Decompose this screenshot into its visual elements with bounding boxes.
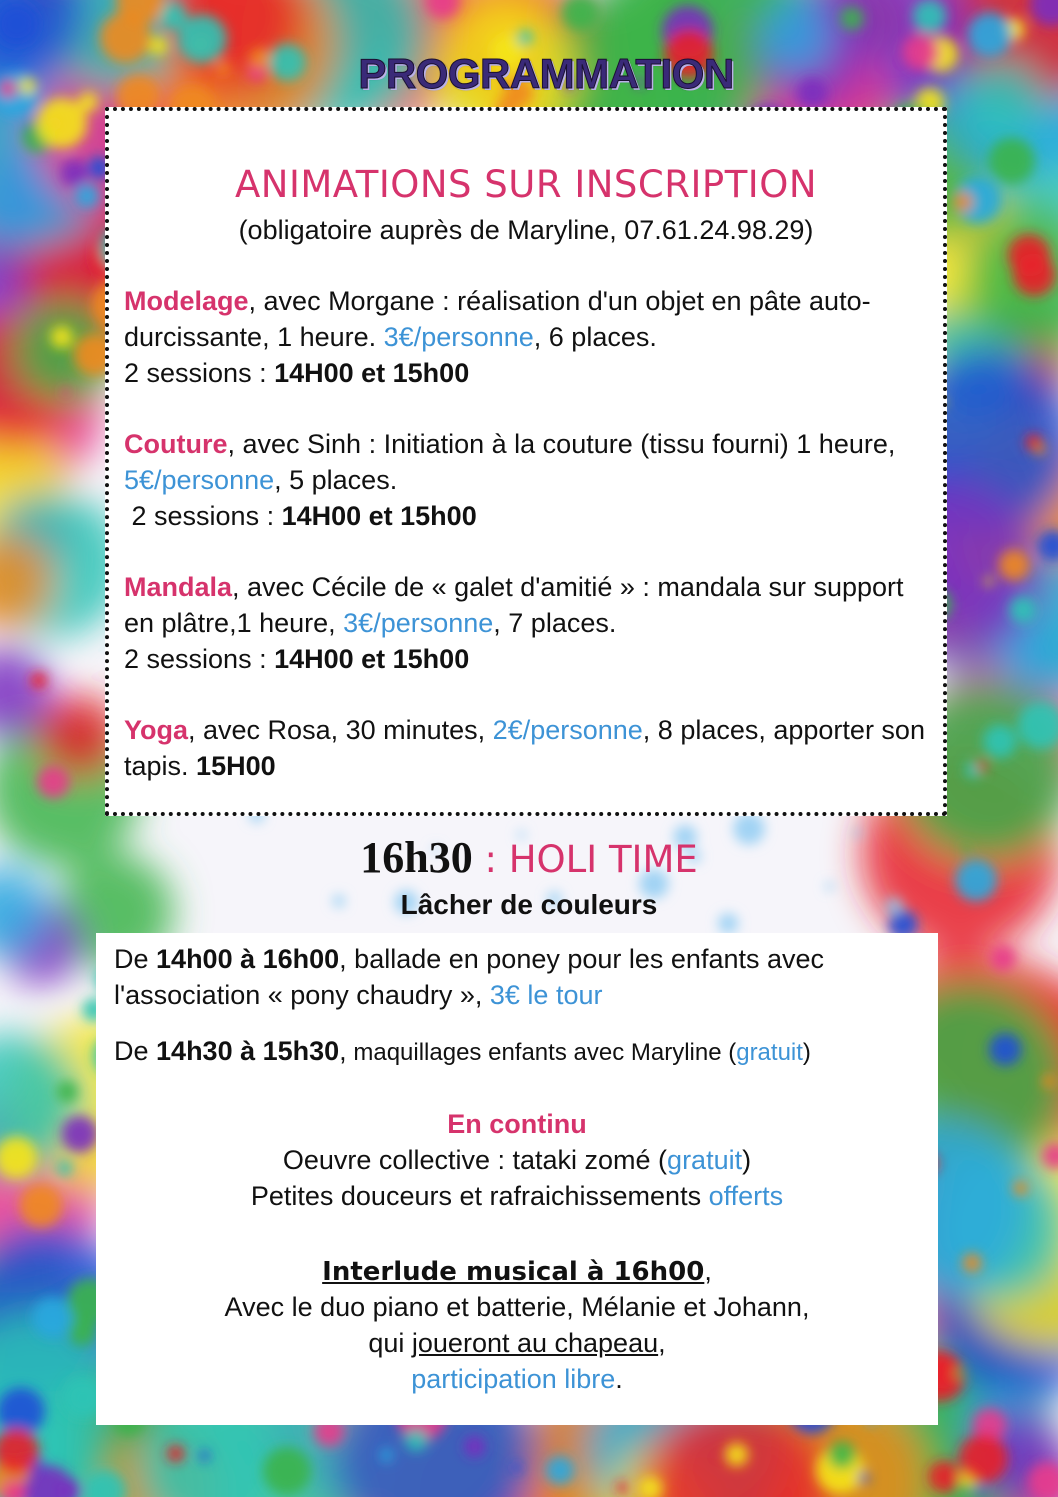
- holi-subtitle: Lâcher de couleurs: [400, 889, 658, 920]
- douceurs-line: [96, 1178, 938, 1214]
- yoga-text: , avec Rosa, 30 minutes,: [188, 715, 493, 745]
- paint-splash: [405, 1429, 428, 1452]
- mandala-paragraph: [124, 569, 939, 677]
- paint-splash: [167, 1445, 185, 1463]
- poney-prefix: De: [114, 944, 157, 974]
- paint-splash: [959, 1434, 1008, 1483]
- mandala-text: , avec Cécile de « galet d'amitié » : mandala sur support en plâtre,1 heure,: [124, 572, 904, 638]
- paint-splash: [1009, 596, 1036, 623]
- paint-splash: [985, 577, 993, 585]
- paint-splash: [464, 1436, 486, 1458]
- oeuvre-line: [96, 1142, 938, 1178]
- inscription-heading: ANIMATIONS SUR INSCRIPTION: [234, 163, 818, 206]
- paint-splash: [976, 760, 987, 771]
- paint-splash: [75, 184, 100, 209]
- maquillage-prefix: De: [114, 1036, 157, 1066]
- paint-splash: [30, 672, 47, 689]
- mandala-sessions-label: 2 sessions :: [124, 644, 275, 674]
- paint-splash: [512, 1462, 523, 1473]
- interlude-line1: Avec le duo piano et batterie, Mélanie et Johann,: [224, 1292, 810, 1322]
- yoga-price: 2€/personne: [492, 715, 643, 745]
- paint-splash: [37, 98, 88, 149]
- paint-splash: [517, 30, 533, 46]
- inscription-box: [105, 107, 947, 816]
- interlude-line2: [96, 1325, 938, 1361]
- interlude-heading: Interlude musical à 16h00: [322, 1257, 705, 1287]
- paint-splash: [616, 1482, 628, 1494]
- maquillage-free: gratuit: [736, 1039, 803, 1066]
- holi-time-heading: [0, 832, 1058, 883]
- maquillage-time: 14h30 à 15h30: [156, 1036, 340, 1066]
- maquillage-close: ): [802, 1039, 811, 1066]
- participation-libre: participation libre: [411, 1364, 616, 1394]
- douceurs-free: offerts: [708, 1181, 784, 1211]
- paint-splash: [976, 1486, 985, 1495]
- maquillage-comma: ,: [339, 1036, 347, 1066]
- paint-splash: [1042, 1075, 1055, 1088]
- participation-line: [96, 1361, 938, 1397]
- poney-price: 3€ le tour: [489, 980, 603, 1010]
- oeuvre-text: Oeuvre collective : tataki zomé (: [282, 1145, 668, 1175]
- paint-splash: [928, 1461, 960, 1493]
- couture-text: , avec Sinh : Initiation à la couture (tissu fourni) 1 heure,: [227, 429, 896, 459]
- page-title: PROGRAMMATION: [358, 50, 734, 97]
- paint-splash: [263, 1447, 311, 1495]
- mandala-price: 3€/personne: [343, 608, 494, 638]
- mandala-sessions: 14H00 et 15h00: [274, 644, 470, 674]
- couture-sessions: 14H00 et 15h00: [281, 501, 477, 531]
- interlude-heading-line: [96, 1253, 938, 1290]
- maquillage-text: maquillages enfants avec Maryline (: [346, 1039, 737, 1066]
- holi-time: 16h30: [360, 833, 473, 882]
- paint-splash: [913, 0, 947, 33]
- maquillage-paragraph: [114, 1033, 934, 1071]
- mandala-places: , 7 places.: [493, 608, 617, 638]
- paint-splash: [858, 1472, 869, 1483]
- yoga-time: 15H00: [196, 751, 276, 781]
- continu-heading: En continu: [447, 1109, 587, 1139]
- modelage-text: , avec Morgane : réalisation d'un objet en pâte auto-durcissante, 1 heure.: [124, 286, 871, 352]
- paint-splash: [963, 1253, 982, 1272]
- interlude-comma: ,: [704, 1256, 712, 1286]
- poney-text: , ballade en poney pour les enfants avec l'association « pony chaudry »,: [114, 944, 825, 1010]
- modelage-sessions-label: 2 sessions :: [124, 358, 275, 388]
- paint-splash: [1013, 254, 1056, 297]
- paint-splash: [32, 1297, 73, 1338]
- interlude-line2-suffix: ,: [658, 1328, 666, 1358]
- oeuvre-close: ): [742, 1145, 752, 1175]
- paint-splash: [954, 1369, 963, 1378]
- yoga-places: , 8 places, apporter son tapis.: [124, 715, 925, 781]
- paint-splash: [1035, 444, 1046, 455]
- mandala-name: Mandala: [124, 572, 233, 602]
- paint-splash: [988, 138, 1035, 185]
- paint-splash: [19, 1184, 63, 1228]
- paint-splash: [989, 1033, 1022, 1066]
- paint-splash: [840, 7, 863, 30]
- oeuvre-free: gratuit: [667, 1145, 743, 1175]
- modelage-name: Modelage: [124, 286, 249, 316]
- inscription-note: (obligatoire auprès de Maryline, 07.61.24.98.29): [238, 215, 814, 245]
- paint-splash: [61, 388, 70, 397]
- participation-dot: .: [615, 1364, 623, 1394]
- paint-splash: [380, 1449, 393, 1462]
- paint-splash: [57, 1161, 72, 1176]
- paint-splash: [990, 946, 1016, 972]
- paint-splash: [725, 1443, 748, 1466]
- modelage-price: 3€/personne: [383, 322, 534, 352]
- poney-time: 14h00 à 16h00: [156, 944, 340, 974]
- paint-splash: [999, 549, 1030, 580]
- holi-label: : HOLI TIME: [472, 838, 698, 881]
- interlude-chapeau: joueront au chapeau: [411, 1328, 659, 1358]
- paint-splash: [50, 326, 73, 349]
- couture-price: 5€/personne: [124, 465, 275, 495]
- paint-splash: [199, 1450, 210, 1461]
- yoga-name: Yoga: [124, 715, 189, 745]
- interlude-line2-prefix: qui: [368, 1328, 412, 1358]
- paint-splash: [953, 192, 972, 211]
- douceurs-text: Petites douceurs et rafraichissements: [250, 1181, 709, 1211]
- paint-splash: [545, 1456, 574, 1485]
- yoga-paragraph: [124, 712, 939, 784]
- poney-paragraph: [114, 941, 934, 1013]
- couture-places: , 5 places.: [274, 465, 398, 495]
- paint-splash: [62, 1116, 99, 1153]
- modelage-sessions: 14H00 et 15h00: [274, 358, 470, 388]
- paint-splash: [37, 766, 69, 798]
- paint-splash: [828, 1441, 856, 1469]
- paint-splash: [56, 1081, 78, 1103]
- modelage-places: , 6 places.: [533, 322, 657, 352]
- couture-name: Couture: [124, 429, 228, 459]
- couture-sessions-label: 2 sessions :: [124, 501, 282, 531]
- paint-splash: [983, 725, 1016, 758]
- modelage-paragraph: [124, 283, 939, 391]
- activities-box: [96, 933, 938, 1425]
- couture-paragraph: [124, 426, 939, 534]
- paint-splash: [1013, 1181, 1028, 1196]
- paint-splash: [61, 159, 88, 186]
